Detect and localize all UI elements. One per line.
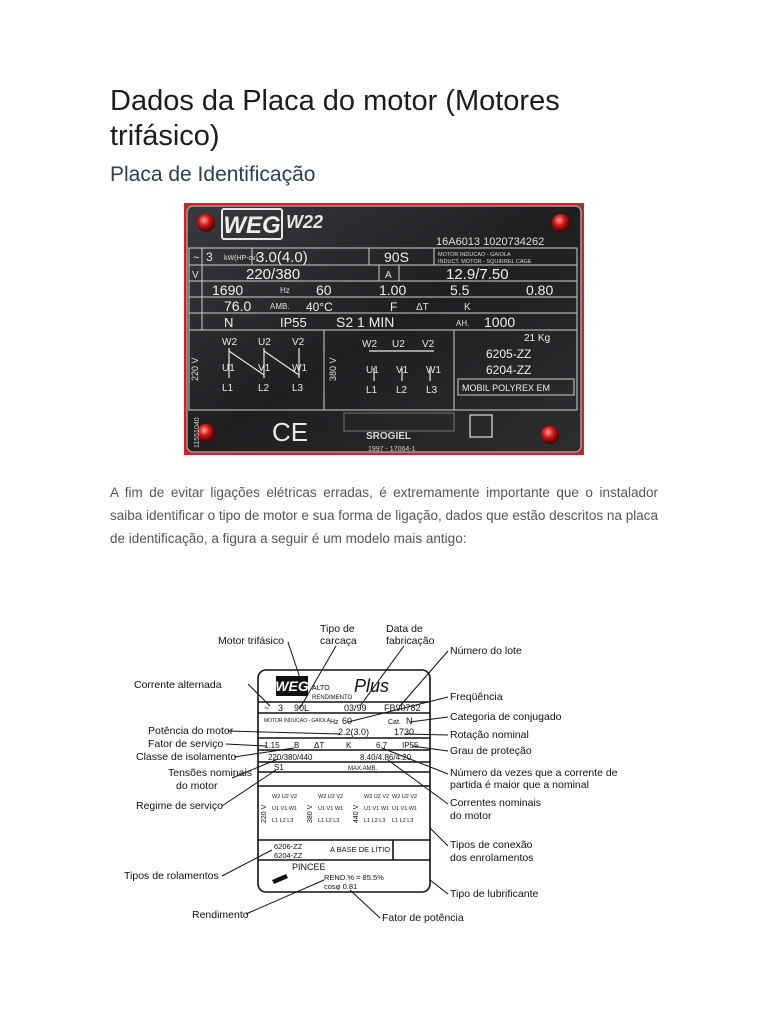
plate-grease: MOBIL POLYREX EM [462, 383, 551, 393]
svg-text:U1 V1 W1: U1 V1 W1 [364, 806, 390, 812]
svg-text:U2: U2 [392, 339, 405, 350]
svg-text:L3: L3 [292, 383, 304, 394]
plate-delta-voltage: 220 V [190, 357, 200, 381]
callout-fator-servico: Fator de serviço [148, 738, 224, 750]
svg-text:220/380/440: 220/380/440 [268, 753, 313, 762]
svg-text:Hz: Hz [330, 719, 339, 726]
callout-rolamentos: Tipos de rolamentos [124, 870, 219, 882]
pincee-logo-icon [272, 874, 288, 884]
plate-bearing-rear: 6204-ZZ [486, 363, 532, 377]
plate-protection: IP55 [280, 315, 307, 330]
svg-text:do motor: do motor [450, 810, 492, 822]
svg-text:V2: V2 [292, 337, 305, 348]
intro-paragraph: A fim de evitar ligações elétricas erradas, é extremamente importante que o instalador saiba identificar o tipo de motor e sua forma de ligação, dados que estão descritos na placa de identificação, a figura a seguir é um modelo mais antigo: [110, 485, 658, 546]
svg-text:B: B [294, 741, 300, 750]
plate-footer: 1997 - 17064-1 [368, 446, 416, 453]
serial-number: 16A6013 1020734262 [436, 236, 545, 248]
svg-text:fabricação: fabricação [386, 635, 435, 647]
plate-frame: 90S [384, 249, 409, 265]
svg-text:2.2(3.0): 2.2(3.0) [338, 727, 370, 737]
callout-regime: Regime de serviço [136, 800, 223, 812]
svg-text:carcaça: carcaça [320, 635, 357, 647]
svg-text:S1: S1 [274, 763, 284, 772]
plate-frequency: 60 [316, 282, 332, 298]
callout-fator-potencia: Fator de potência [382, 912, 464, 924]
diagram-plus-logo: Plus [354, 676, 390, 696]
callout-numero-lote: Número do lote [450, 645, 522, 657]
svg-text:U1 V1 W1: U1 V1 W1 [272, 806, 298, 812]
callout-categoria: Categoria de conjugado [450, 711, 562, 723]
section-subtitle: Placa de Identificação [110, 163, 316, 186]
svg-text:N: N [224, 315, 234, 330]
plate-motor-type: MOTOR INDUCAO - GAIOLA [438, 252, 511, 258]
plate-motor-type-en: INDUCT. MOTOR - SQUIRREL CAGE [438, 259, 532, 265]
svg-text:U2: U2 [258, 337, 271, 348]
svg-text:Hz: Hz [280, 286, 290, 295]
svg-text:90L: 90L [294, 703, 310, 713]
screw-icon [541, 426, 559, 444]
svg-text:K: K [346, 741, 352, 750]
plate-phases: 3 [206, 250, 213, 264]
svg-text:N: N [406, 716, 413, 726]
callout-classe-isolamento: Classe de isolamento [136, 751, 237, 763]
svg-text:1.15: 1.15 [264, 741, 280, 750]
plate-altitude: 1000 [484, 314, 516, 330]
svg-text:1730: 1730 [394, 727, 415, 737]
svg-text:cosφ 0.81: cosφ 0.81 [324, 882, 358, 891]
plate-efficiency: 76.0 [224, 298, 252, 314]
page-title: Dados da Placa do motor (Motores trifásico) [110, 85, 560, 152]
svg-text:L1 L2 L3: L1 L2 L3 [364, 818, 386, 824]
svg-text:L1 L2 L3: L1 L2 L3 [318, 818, 340, 824]
svg-text:FB90782: FB90782 [384, 703, 421, 713]
callout-rendimento: Rendimento [192, 909, 249, 921]
brand-logo: WEG [223, 212, 281, 239]
svg-text:W1: W1 [292, 363, 307, 374]
callout-tipos-conexao: Tipos de conexão [450, 839, 533, 851]
svg-text:V1: V1 [396, 365, 409, 376]
plate-ambient: 40°C [306, 300, 333, 314]
plate-voltage: 220/380 [246, 266, 301, 283]
svg-text:MOTOR INDUCAO - GAIOLA: MOTOR INDUCAO - GAIOLA [264, 718, 331, 724]
svg-text:L1: L1 [222, 383, 234, 394]
plate-duty: S2 1 MIN [336, 314, 395, 330]
svg-text:~: ~ [193, 252, 200, 264]
svg-text:V2: V2 [422, 339, 435, 350]
svg-text:Cat.: Cat. [388, 719, 401, 726]
svg-text:PINCEE: PINCEE [292, 862, 326, 872]
plate-bearing-front: 6205-ZZ [486, 347, 532, 361]
callout-potencia: Potência do motor [148, 725, 234, 737]
svg-text:3: 3 [278, 703, 284, 713]
callout-lubrificante: Tipo de lubrificante [450, 888, 539, 900]
svg-text:L2: L2 [258, 383, 270, 394]
svg-text:ΔT: ΔT [314, 741, 325, 750]
callout-data-fabricacao: Data de [386, 623, 423, 635]
plate-weight: 21 Kg [524, 333, 551, 344]
callout-frequencia: Freqüência [450, 691, 503, 703]
svg-text:W2: W2 [222, 337, 237, 348]
svg-text:RENDIMENTO: RENDIMENTO [312, 695, 353, 701]
svg-text:ALTO: ALTO [312, 685, 330, 692]
svg-text:220 V: 220 V [261, 804, 268, 823]
model-label: W22 [286, 212, 324, 232]
plate-power: 3.0(4.0) [256, 249, 308, 266]
svg-text:W2 U2 V2: W2 U2 V2 [392, 794, 418, 800]
svg-text:03/99: 03/99 [344, 703, 367, 713]
callout-rotacao: Rotação nominal [450, 729, 529, 741]
motor-nameplate-photo [184, 203, 584, 455]
screw-icon [197, 214, 215, 232]
svg-text:W2 U2 V2: W2 U2 V2 [318, 794, 344, 800]
svg-text:6204-ZZ: 6204-ZZ [274, 851, 303, 860]
callout-tensoes: Tensões nominais [168, 767, 253, 779]
svg-text:W1: W1 [426, 365, 441, 376]
svg-text:L1: L1 [366, 385, 378, 396]
svg-text:6.7: 6.7 [376, 741, 388, 750]
svg-text:WEG: WEG [275, 678, 309, 694]
plate-star-voltage: 380 V [328, 357, 338, 381]
svg-text:IP55: IP55 [402, 741, 419, 750]
callout-ip-in: Número da vezes que a corrente de [450, 767, 618, 779]
svg-text:AMB.: AMB. [270, 302, 290, 311]
svg-text:AH.: AH. [456, 319, 470, 328]
svg-text:L1 L2 L3: L1 L2 L3 [272, 818, 294, 824]
svg-text:~: ~ [264, 703, 270, 713]
svg-text:L2: L2 [396, 385, 408, 396]
svg-text:K: K [464, 302, 471, 313]
plate-current: 12.9/7.50 [446, 266, 509, 283]
svg-text:60: 60 [342, 716, 353, 726]
svg-text:V1: V1 [258, 363, 271, 374]
plate-ip-in: 5.5 [450, 282, 470, 298]
svg-text:V: V [192, 270, 199, 281]
svg-text:8.40/4.86/4.20: 8.40/4.86/4.20 [360, 753, 412, 762]
plate-service-factor: 1.00 [379, 282, 407, 298]
svg-text:partida é maior que a nominal: partida é maior que a nominal [450, 779, 589, 791]
svg-text:W2 U2 V2: W2 U2 V2 [272, 794, 298, 800]
svg-text:U1: U1 [222, 363, 235, 374]
svg-text:REND.% = 85.5%: REND.% = 85.5% [324, 873, 384, 882]
svg-text:6206-ZZ: 6206-ZZ [274, 842, 303, 851]
svg-text:U1 V1 W1: U1 V1 W1 [318, 806, 344, 812]
svg-text:W2: W2 [362, 339, 377, 350]
plate-rpm: 1690 [212, 282, 244, 298]
svg-text:A: A [385, 270, 392, 281]
svg-text:L3: L3 [426, 385, 438, 396]
ce-mark-icon: CE [272, 417, 309, 447]
svg-text:ΔT: ΔT [416, 302, 429, 313]
svg-text:MAX.AMB.: MAX.AMB. [348, 766, 378, 772]
callout-motor-trifasico: Motor trifásico [218, 635, 284, 647]
callout-grau-protecao: Grau de proteção [450, 745, 532, 757]
svg-text:SROGIEL: SROGIEL [366, 431, 412, 442]
svg-text:U1 V1 W1: U1 V1 W1 [392, 806, 418, 812]
svg-text:A BASE DE LÍTIO: A BASE DE LÍTIO [330, 845, 391, 854]
svg-text:W2 U2 V2: W2 U2 V2 [364, 794, 390, 800]
callout-correntes: Correntes nominais [450, 797, 542, 809]
callout-tipo-carcaca: Tipo de [320, 623, 355, 635]
annotated-nameplate-diagram [118, 618, 638, 930]
callout-corrente-alternada: Corrente alternada [134, 679, 222, 691]
svg-text:11551040: 11551040 [194, 417, 201, 448]
svg-text:do motor: do motor [176, 780, 218, 792]
svg-text:440 V: 440 V [353, 804, 360, 823]
plate-power-unit: kW(HP-cv) [224, 255, 258, 262]
svg-text:L1 L2 L3: L1 L2 L3 [392, 818, 414, 824]
svg-text:380 V: 380 V [307, 804, 314, 823]
plate-insulation-class: F [390, 300, 398, 314]
svg-text:dos enrolamentos: dos enrolamentos [450, 852, 534, 864]
screw-icon [552, 214, 570, 232]
svg-text:U1: U1 [366, 365, 379, 376]
plate-power-factor: 0.80 [526, 282, 554, 298]
